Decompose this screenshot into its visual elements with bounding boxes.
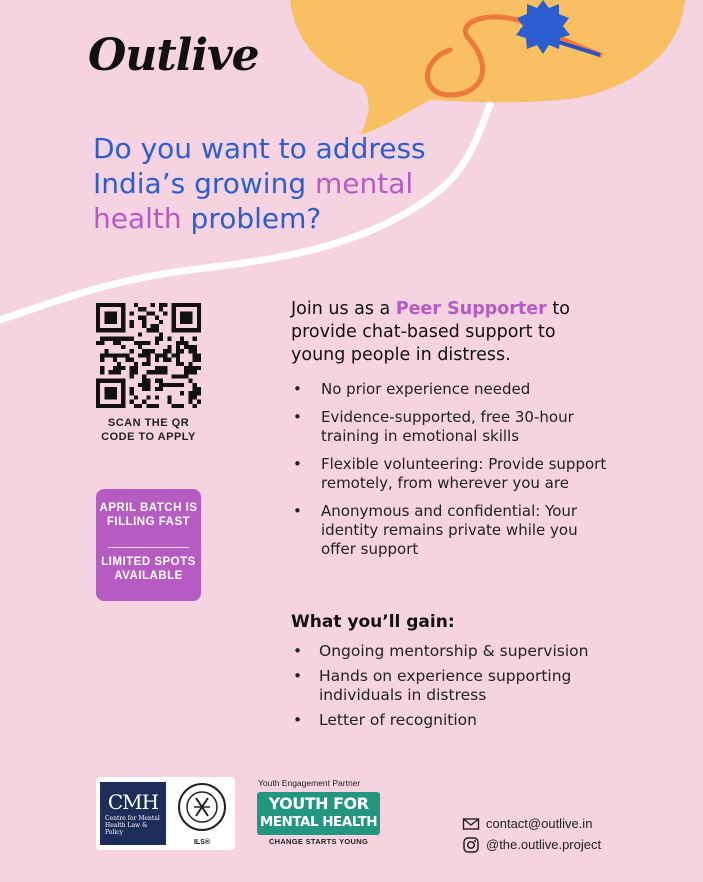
qr-caption: SCAN THE QR CODE TO APPLY (101, 417, 196, 443)
youth-partner-label: Youth Engagement Partner (258, 778, 361, 788)
list-item: • Letter of recognition (291, 711, 621, 730)
headline-text: India’s growing (93, 167, 316, 200)
ils-logo (174, 780, 230, 846)
batch-badge (96, 489, 201, 601)
contact-instagram[interactable] (462, 834, 601, 855)
mail-icon (462, 815, 480, 833)
headline-line-2 (93, 166, 473, 201)
gain-title: What you’ll gain: (291, 612, 455, 632)
outlive-logo: Outlive (88, 30, 259, 81)
list-item: • Flexible volunteering: Provide support remotely, from wherever you are (291, 455, 611, 493)
partner-logos (96, 777, 235, 850)
headline-line-3 (93, 201, 473, 236)
list-item: • Evidence-supported, free 30-hour training in emotional skills (291, 408, 611, 446)
qr-code[interactable] (96, 303, 201, 408)
badge-divider (108, 547, 189, 548)
yfmh-logo-line-1: YOUTH FOR (268, 794, 369, 813)
intro-pre: Join us as a (291, 299, 396, 319)
instagram-link[interactable]: @the.outlive.project (486, 837, 602, 852)
headline-accent: mental (315, 167, 414, 200)
gain-list (291, 642, 621, 736)
contact-block (462, 813, 601, 855)
ils-emblem-icon (174, 780, 230, 836)
instagram-icon (462, 836, 480, 854)
badge-spots-text: LIMITED SPOTS AVAILABLE (101, 556, 196, 582)
headline-line-1: Do you want to address (93, 132, 426, 165)
peer-supporter-highlight: Peer Supporter (395, 299, 547, 319)
intro-text (291, 298, 611, 367)
headline-text: problem? (181, 202, 322, 235)
badge-batch-text: APRIL BATCH IS FILLING FAST (99, 502, 198, 528)
yfmh-logo-line-2: MENTAL HEALTH (259, 814, 378, 830)
email-link[interactable]: contact@outlive.in (486, 816, 593, 831)
cmh-logo-text: CMH (107, 790, 159, 814)
list-item: • No prior experience needed (291, 380, 611, 399)
yfmh-logo (257, 792, 380, 835)
ils-logo-text: ILS® (193, 839, 211, 846)
yfmh-tagline: CHANGE STARTS YOUNG (268, 837, 369, 846)
headline-accent: health (93, 202, 182, 235)
benefits-list (291, 380, 611, 568)
cmh-logo (100, 782, 166, 845)
list-item: • Hands on experience supporting individuals in distress (291, 667, 621, 705)
list-item: • Ongoing mentorship & supervision (291, 642, 621, 661)
intro-post: to provide chat-based support to young people in distress. (291, 299, 570, 365)
list-item: • Anonymous and confidential: Your identity remains private while you offer support (291, 502, 611, 559)
contact-email[interactable] (462, 813, 601, 834)
cmh-logo-subtext: Centre for Mental Health Law & Policy (105, 815, 160, 836)
headline (93, 131, 473, 236)
